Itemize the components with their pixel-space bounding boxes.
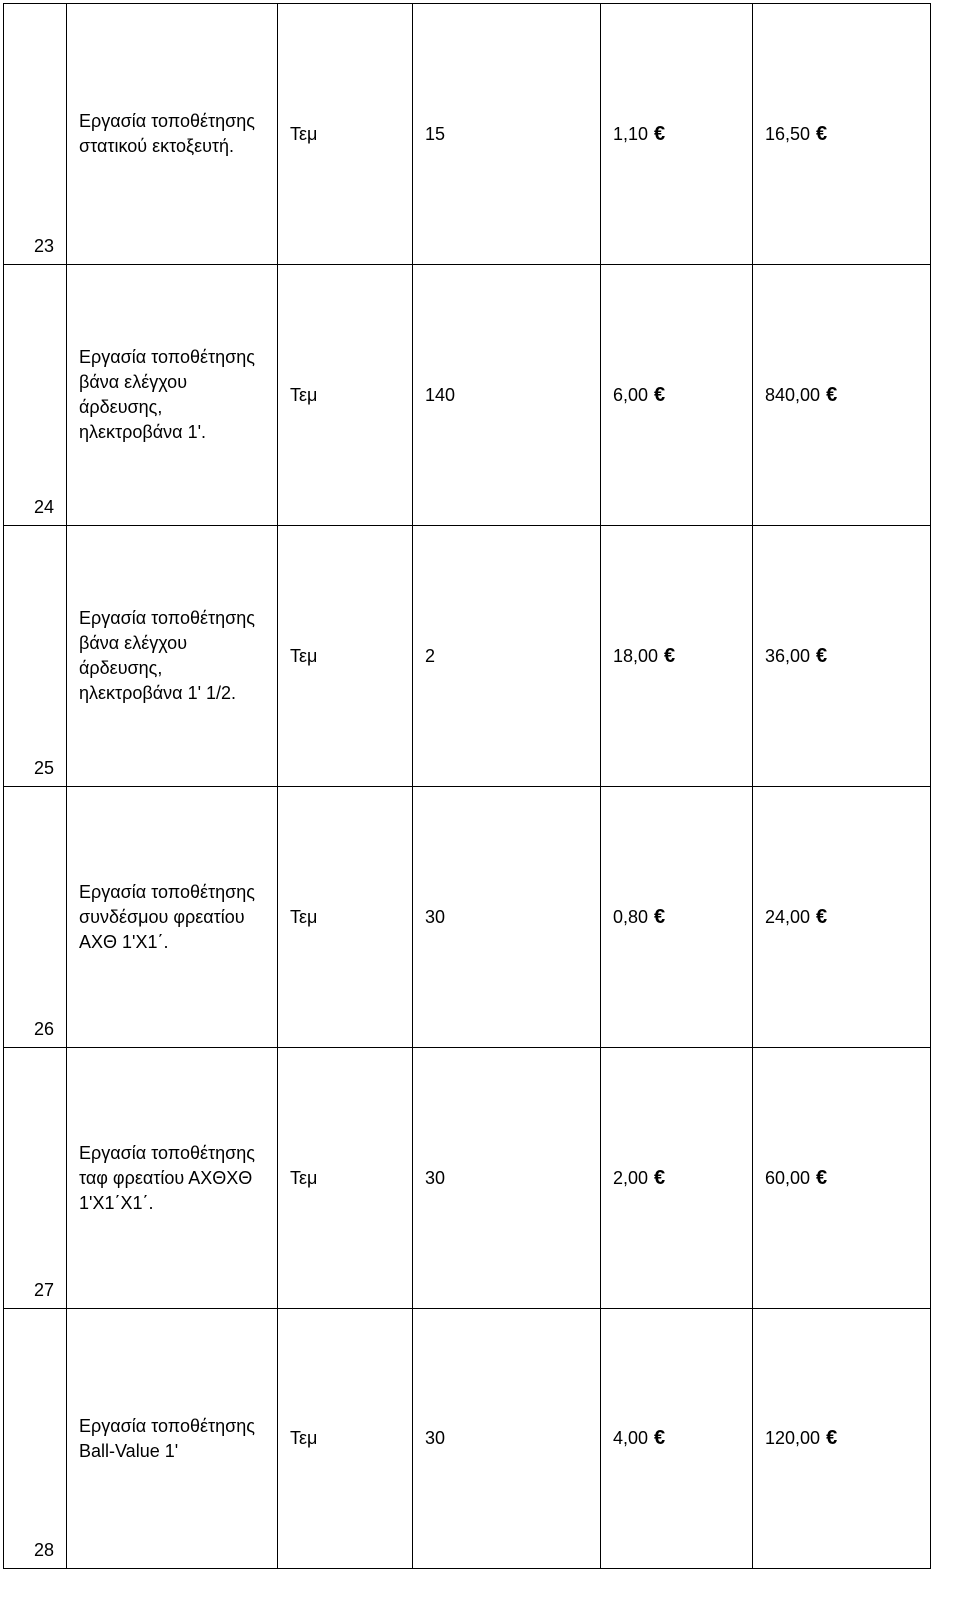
item-total (753, 265, 931, 526)
unit-price-value: 18,00 (613, 645, 659, 666)
item-quantity: 30 (413, 787, 601, 1048)
item-description (67, 1309, 278, 1569)
description-line: Ball-Value 1' (79, 1440, 179, 1461)
item-number: 26 (4, 787, 67, 1048)
description-line: Εργασία τοποθέτησης (79, 881, 255, 902)
description-line: άρδευσης, (79, 658, 163, 678)
euro-icon: € (654, 1427, 666, 1449)
item-unit-price (601, 526, 753, 787)
euro-icon: € (816, 644, 828, 667)
description-line: Εργασία τοποθέτησης (79, 1415, 255, 1436)
description-line: Εργασία τοποθέτησης (79, 111, 255, 131)
item-unit: Τεμ (278, 1048, 413, 1309)
table-row (4, 1048, 931, 1309)
item-unit: Τεμ (278, 787, 413, 1048)
euro-icon: € (816, 1166, 828, 1189)
item-description (67, 1048, 278, 1309)
item-number: 24 (4, 265, 67, 526)
item-quantity: 140 (413, 265, 601, 526)
description-line: Εργασία τοποθέτησης (79, 347, 255, 367)
item-unit-price (601, 265, 753, 526)
description-line: άρδευσης, (79, 397, 163, 417)
item-unit: Τεμ (278, 4, 413, 265)
euro-icon: € (654, 383, 666, 406)
item-number: 28 (4, 1309, 67, 1569)
description-line: ηλεκτροβάνα 1'. (79, 422, 207, 442)
table-row (4, 787, 931, 1048)
item-quantity: 15 (413, 4, 601, 265)
euro-icon: € (664, 644, 676, 667)
item-total (753, 787, 931, 1048)
item-description (67, 526, 278, 787)
item-description (67, 4, 278, 265)
euro-icon: € (654, 905, 666, 928)
description-line: ηλεκτροβάνα 1' 1/2. (79, 683, 237, 703)
table-row (4, 1309, 931, 1569)
item-unit-price (601, 1309, 753, 1569)
unit-price-value: 6,00 (613, 384, 649, 405)
euro-icon: € (816, 122, 828, 145)
item-total (753, 526, 931, 787)
price-list-sheet (3, 3, 930, 1603)
description-line: ΑΧΘ 1'Χ1΄. (79, 931, 169, 952)
item-unit: Τεμ (278, 526, 413, 787)
unit-price-value: 0,80 (613, 906, 649, 927)
table-row (4, 4, 931, 265)
item-unit-price (601, 4, 753, 265)
item-quantity: 30 (413, 1048, 601, 1309)
description-line: ταφ φρεατίου ΑΧΘΧΘ (79, 1167, 253, 1188)
price-table (3, 3, 931, 1569)
item-unit: Τεμ (278, 265, 413, 526)
total-value: 36,00 (765, 645, 811, 666)
item-description (67, 787, 278, 1048)
item-quantity: 30 (413, 1309, 601, 1569)
item-unit-price (601, 1048, 753, 1309)
description-line: συνδέσμου φρεατίου (79, 906, 245, 927)
description-line: βάνα ελέγχου (79, 633, 188, 653)
item-unit-price (601, 787, 753, 1048)
total-value: 24,00 (765, 906, 811, 927)
item-number: 23 (4, 4, 67, 265)
unit-price-value: 2,00 (613, 1167, 649, 1188)
description-line: στατικού εκτοξευτή. (79, 136, 235, 156)
description-line: βάνα ελέγχου (79, 372, 188, 392)
item-quantity: 2 (413, 526, 601, 787)
table-row (4, 526, 931, 787)
total-value: 16,50 (765, 123, 811, 144)
euro-icon: € (826, 1427, 838, 1449)
item-total (753, 4, 931, 265)
item-number: 25 (4, 526, 67, 787)
euro-icon: € (816, 905, 828, 928)
euro-icon: € (654, 122, 666, 145)
unit-price-value: 1,10 (613, 123, 649, 144)
description-line: Εργασία τοποθέτησης (79, 1142, 255, 1163)
euro-icon: € (826, 383, 838, 406)
item-total (753, 1309, 931, 1569)
description-line: Εργασία τοποθέτησης (79, 608, 255, 628)
description-line: 1'Χ1΄Χ1΄. (79, 1192, 154, 1213)
euro-icon: € (654, 1166, 666, 1189)
total-value: 60,00 (765, 1167, 811, 1188)
unit-price-value: 4,00 (613, 1428, 649, 1448)
total-value: 120,00 (765, 1428, 821, 1448)
table-row (4, 265, 931, 526)
item-unit: Τεμ (278, 1309, 413, 1569)
item-total (753, 1048, 931, 1309)
item-description (67, 265, 278, 526)
total-value: 840,00 (765, 384, 821, 405)
item-number: 27 (4, 1048, 67, 1309)
